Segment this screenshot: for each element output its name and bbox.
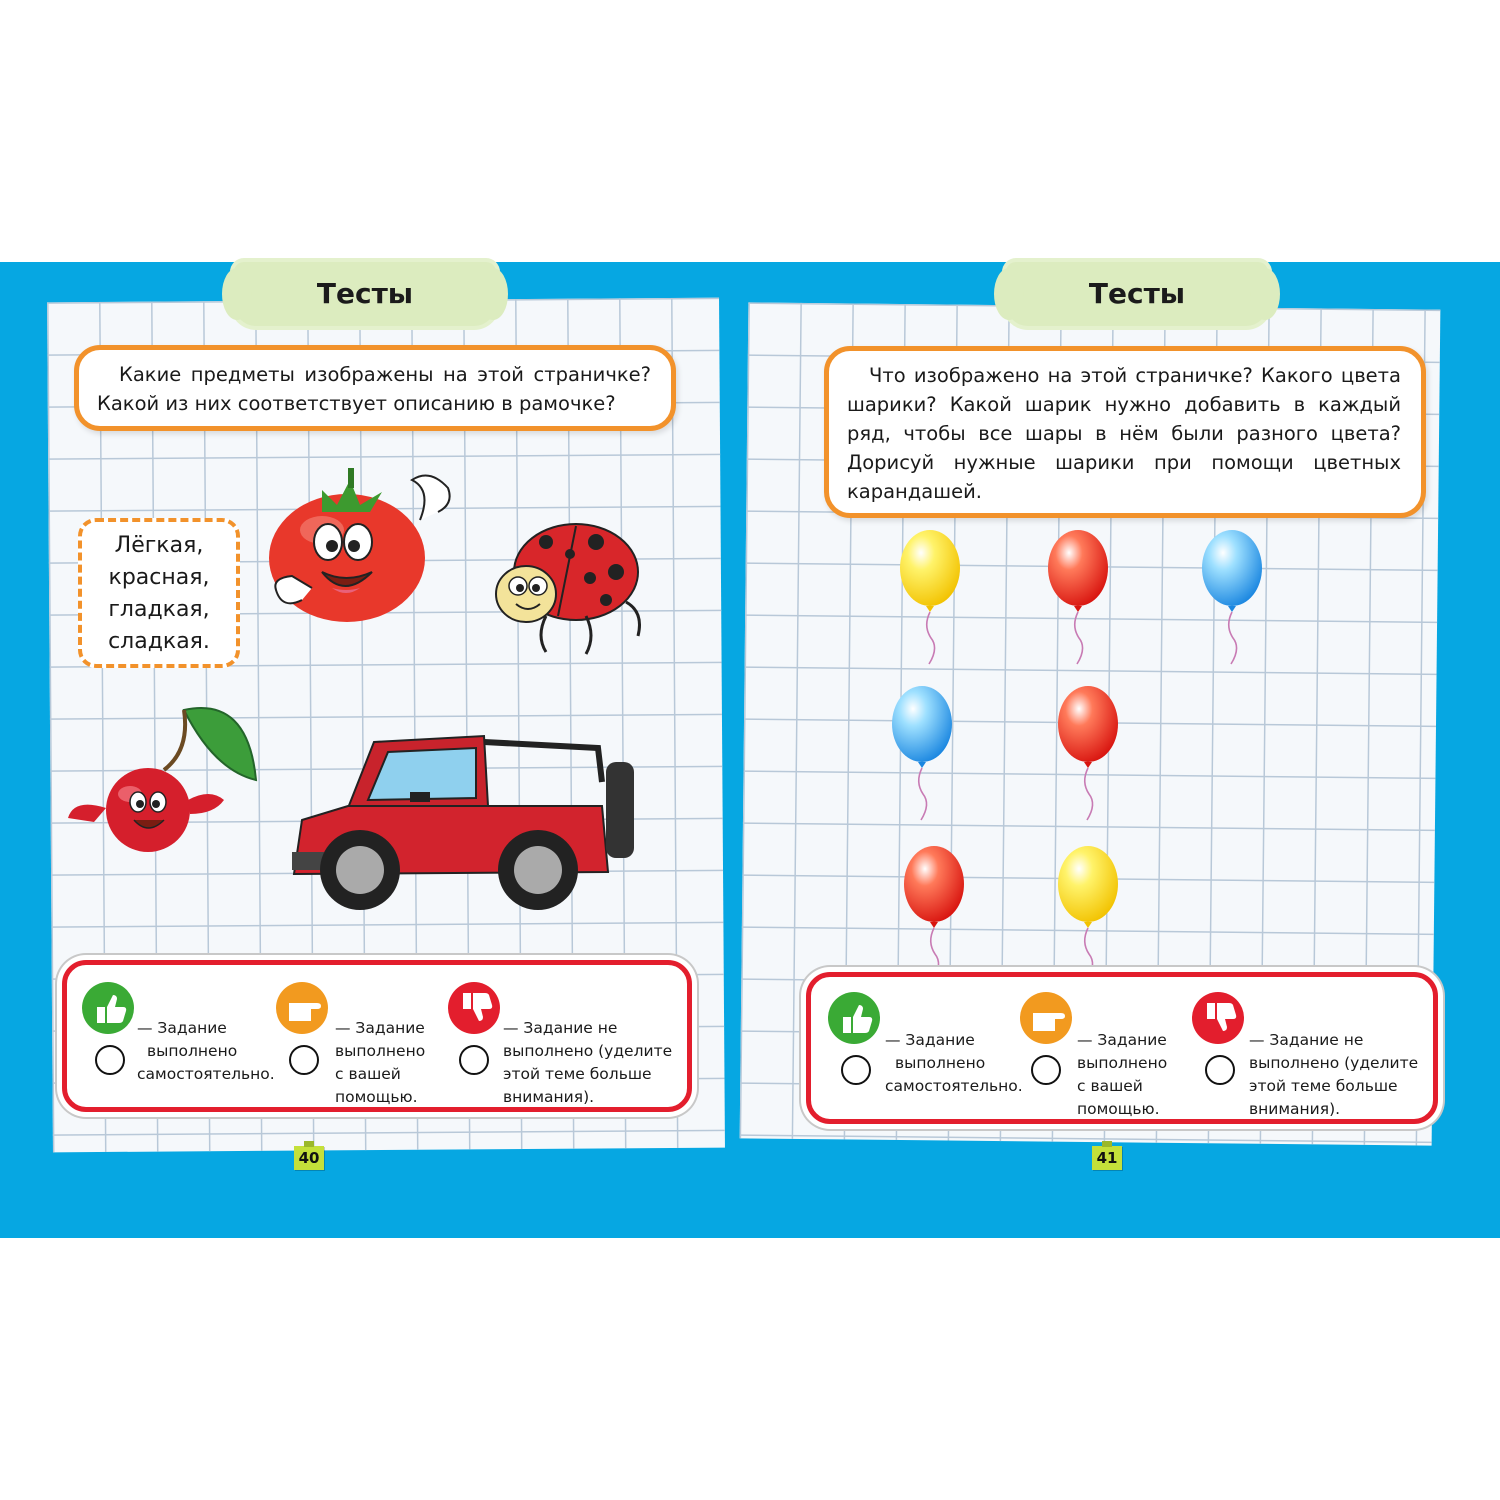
ladybug-icon bbox=[486, 512, 646, 657]
checkbox-good[interactable] bbox=[841, 1055, 871, 1085]
left-evaluation-panel: — Задание выполнено самостоятельно. — Задание выполнено с вашей помощью. — Задание не выполнено (уделите этой теме больше внимания). bbox=[62, 960, 692, 1112]
blue-balloon-icon bbox=[1197, 530, 1267, 666]
page-number-right: 41 bbox=[1092, 1146, 1122, 1170]
thumbs-side-icon bbox=[1019, 991, 1073, 1045]
thumbs-side-icon bbox=[275, 981, 329, 1035]
thumbs-down-icon bbox=[447, 981, 501, 1035]
checkbox-bad[interactable] bbox=[1205, 1055, 1235, 1085]
checkbox-good[interactable] bbox=[95, 1045, 125, 1075]
right-question-text: Что изображено на этой страничке? Какого цвета шарики? Какой шарик нужно добавить в каждый ряд, чтобы все шары в нём были разного цвета? Дорисуй нужные шарики при помощи цветных карандашей. bbox=[847, 364, 1401, 503]
description-line: Лёгкая, bbox=[114, 533, 204, 558]
right-evaluation-panel: — Задание выполнено самостоятельно. — Задание выполнено с вашей помощью. — Задание не выполнено (уделите этой теме больше внимания). bbox=[806, 972, 1438, 1124]
blue-balloon-icon bbox=[887, 686, 957, 822]
yellow-balloon-icon bbox=[1053, 846, 1123, 982]
left-page-title: Тесты bbox=[234, 262, 496, 326]
right-page-title: Тесты bbox=[1006, 262, 1268, 326]
description-line: красная, bbox=[108, 565, 210, 590]
yellow-balloon-icon bbox=[895, 530, 965, 666]
thumbs-up-icon bbox=[81, 981, 135, 1035]
cherry-icon bbox=[64, 690, 264, 860]
red-balloon-icon bbox=[1053, 686, 1123, 822]
thumbs-down-icon bbox=[1191, 991, 1245, 1045]
thumbs-up-icon bbox=[827, 991, 881, 1045]
car-icon bbox=[288, 722, 640, 914]
right-question-box bbox=[824, 346, 1426, 518]
description-line: сладкая. bbox=[108, 629, 210, 654]
tomato-icon bbox=[262, 460, 462, 630]
red-balloon-icon bbox=[1043, 530, 1113, 666]
description-line: гладкая, bbox=[108, 597, 210, 622]
left-question-box bbox=[74, 345, 676, 431]
checkbox-bad[interactable] bbox=[459, 1045, 489, 1075]
checkbox-help[interactable] bbox=[1031, 1055, 1061, 1085]
left-question-text: Какие предметы изображены на этой страничке? Какой из них соответствует описанию в рамочке? bbox=[97, 363, 651, 415]
red-balloon-icon bbox=[899, 846, 969, 982]
page-number-left: 40 bbox=[294, 1146, 324, 1170]
description-frame bbox=[78, 518, 240, 668]
checkbox-help[interactable] bbox=[289, 1045, 319, 1075]
